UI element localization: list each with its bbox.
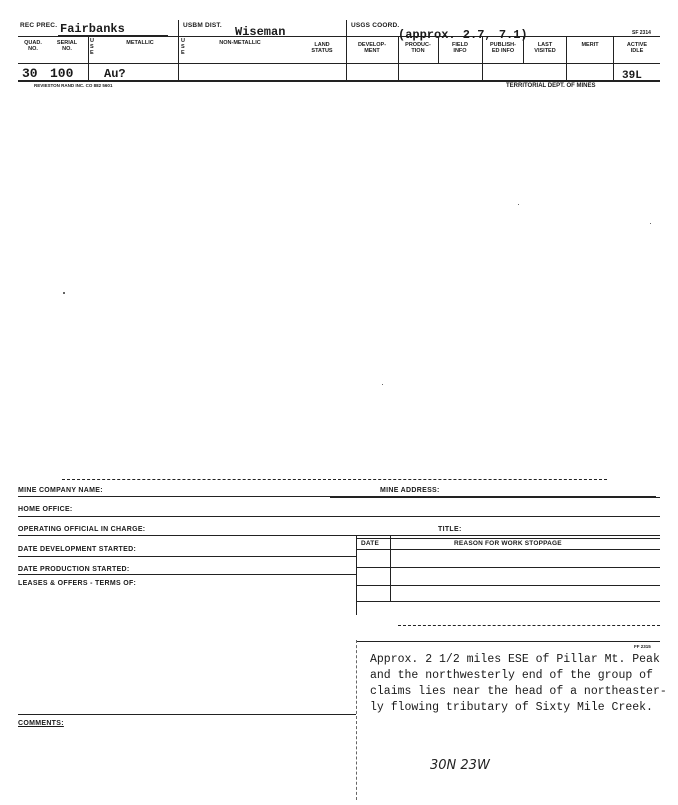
home-office-label: HOME OFFICE: [18, 506, 73, 513]
title-label: TITLE: [438, 526, 462, 533]
col-production: PRODUC- TION [405, 42, 431, 54]
handwritten-note: 30N 23W [430, 758, 490, 773]
active-idle-value: 39L [622, 70, 642, 82]
col-quad-no: QUAD. NO. [24, 40, 42, 52]
form-number: SF 2314 [632, 30, 651, 36]
col-development: DEVELOP- MENT [357, 42, 387, 54]
operating-official-label: OPERATING OFFICIAL IN CHARGE: [18, 526, 146, 533]
location-description [370, 652, 667, 716]
col-land-status: LAND STATUS [311, 42, 333, 54]
col-active-idle: ACTIVE IDLE [626, 42, 648, 54]
leases-offers-label: LEASES & OFFERS - TERMS OF: [18, 580, 137, 587]
rec-prec-value: Fairbanks [60, 22, 125, 36]
speck [518, 204, 519, 205]
speck [63, 292, 65, 294]
speck [650, 223, 651, 224]
col-use-right: U S E [181, 38, 185, 56]
location-line: and the northwesterly end of the group of [370, 669, 653, 682]
quad-no-value: 30 [22, 66, 38, 81]
date-development-label: DATE DEVELOPMENT STARTED: [18, 546, 137, 553]
col-last-visited: LAST VISITED [534, 42, 556, 54]
rec-prec-label: REC PREC. [20, 22, 58, 29]
col-metallic: METALLIC [126, 40, 154, 46]
printer-line: REVIESTON RAND INC. CO 882 5601 [34, 83, 113, 88]
location-line: ly flowing tributary of Sixty Mile Creek. [370, 701, 653, 714]
comments-label: COMMENTS: [18, 720, 64, 727]
usgs-coord-value: (approx. 2.7, 7.1) [398, 28, 528, 42]
location-line: claims lies near the head of a northeaster- [370, 685, 667, 698]
col-merit: MERIT [581, 42, 599, 48]
col-use-left: U S E [90, 38, 94, 56]
col-published-info: PUBLISH- ED INFO [490, 42, 516, 54]
usgs-coord-label: USGS COORD. [351, 22, 400, 29]
date-production-label: DATE PRODUCTION STARTED: [18, 566, 130, 573]
territorial-dept: TERRITORIAL DEPT. OF MINES [506, 83, 596, 89]
stoppage-date-header: DATE [361, 540, 380, 547]
serial-no-value: 100 [50, 66, 74, 81]
location-form-number: FF 2315 [634, 644, 651, 649]
mine-address-label: MINE ADDRESS: [380, 487, 440, 494]
usbm-dist-value: Wiseman [235, 25, 286, 39]
stoppage-reason-header: REASON FOR WORK STOPPAGE [454, 540, 562, 547]
col-non-metallic: NON-METALLIC [219, 40, 261, 46]
mine-company-name-label: MINE COMPANY NAME: [18, 487, 103, 494]
metallic-value: Au? [104, 67, 126, 81]
col-serial-no: SERIAL NO. [56, 40, 78, 52]
usbm-dist-label: USBM DIST. [183, 22, 222, 29]
location-line: Approx. 2 1/2 miles ESE of Pillar Mt. Peak [370, 653, 660, 666]
speck [382, 384, 383, 385]
col-field-info: FIELD INFO [452, 42, 468, 54]
